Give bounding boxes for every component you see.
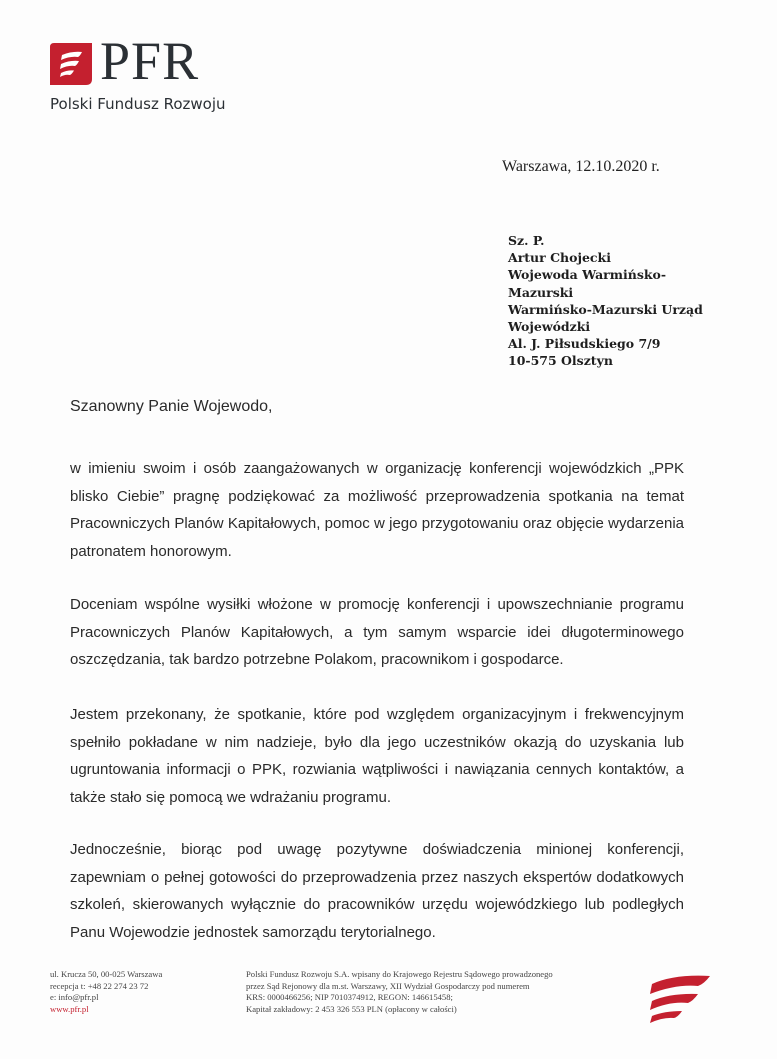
recipient-line: Mazurski — [508, 284, 574, 300]
recipient-line: Sz. P. — [508, 233, 545, 248]
footer-address: ul. Krucza 50, 00-025 Warszawa — [50, 969, 163, 979]
body-paragraph: Jestem przekonany, że spotkanie, które pod względem organizacyjnym i frekwencyjnym spełniło pokładane w nim nadzieje, było dla jego uczestników okazją do uzyskania lub ugruntowania informacji o PPK, rozwiania wątpliwości i nawiązania cennych kontaktów, a także stało się pomocą we wdrażaniu programu. — [70, 706, 684, 806]
pfr-logo-icon — [50, 43, 92, 85]
recipient-line: Al. J. Piłsudskiego 7/9 — [508, 336, 661, 352]
salutation: Szanowny Panie Wojewodo, — [70, 398, 273, 415]
footer-legal-info — [246, 969, 553, 1015]
footer-phone: recepcja t: +48 22 274 23 72 — [50, 980, 149, 991]
footer-legal-line: przez Sąd Rejonowy dla m.st. Warszawy, XII Wydział Gospodarczy pod numerem — [246, 980, 530, 991]
recipient-line: Artur Chojecki — [508, 250, 611, 266]
recipient-address-block — [508, 232, 703, 370]
footer-legal-line: Kapitał zakładowy: 2 453 326 553 PLN (opłacony w całości) — [246, 1003, 457, 1014]
brand-name: PFR — [100, 31, 200, 91]
footer-legal-line: Polski Fundusz Rozwoju S.A. wpisany do Krajowego Rejestru Sądowego prowadzonego — [246, 969, 553, 979]
footer-website-link[interactable]: www.pfr.pl — [50, 1003, 89, 1014]
body-paragraph: w imieniu swoim i osób zaangażowanych w organizację konferencji wojewódzkich „PPK blisko Ciebie” pragnę podziękować za możliwość przeprowadzenia spotkania na temat Pracowniczych Planów Kapitałowych, pomoc w jego przygotowaniu oraz objęcie wydarzenia patronatem honorowym. — [70, 460, 684, 560]
recipient-line: Wojewoda Warmińsko- — [508, 267, 667, 283]
footer-legal-line: KRS: 0000466256; NIP 7010374912, REGON: 146615458; — [246, 992, 453, 1002]
pfr-wave-mark-icon — [648, 970, 712, 1024]
body-paragraph: Doceniam wspólne wysiłki włożone w promocję konferencji i upowszechnianie programu Pracowniczych Planów Kapitałowych, a tym samym wsparcie idei długoterminowego oszczędzania, tak bardzo potrzebne Polakom, pracownikom i gospodarce. — [70, 596, 684, 669]
recipient-line: 10-575 Olsztyn — [508, 353, 613, 369]
body-paragraph: Jednocześnie, biorąc pod uwagę pozytywne doświadczenia minionej konferencji, zapewniam o pełnej gotowości do przeprowadzenia przez naszych ekspertów dodatkowych szkoleń, skierowanych wyłącznie do pracowników urzędu wojewódzkiego lub podległych Panu Wojewodzie jednostek samorządu terytorialnego. — [70, 841, 684, 941]
footer-email[interactable]: e: info@pfr.pl — [50, 992, 99, 1002]
footer-contact — [50, 969, 162, 1015]
brand-full-name: Polski Fundusz Rozwoju — [50, 95, 226, 113]
recipient-line: Wojewódzki — [508, 319, 591, 335]
date-line: Warszawa, 12.10.2020 r. — [502, 158, 660, 175]
recipient-line: Warmińsko-Mazurski Urząd — [508, 301, 703, 317]
